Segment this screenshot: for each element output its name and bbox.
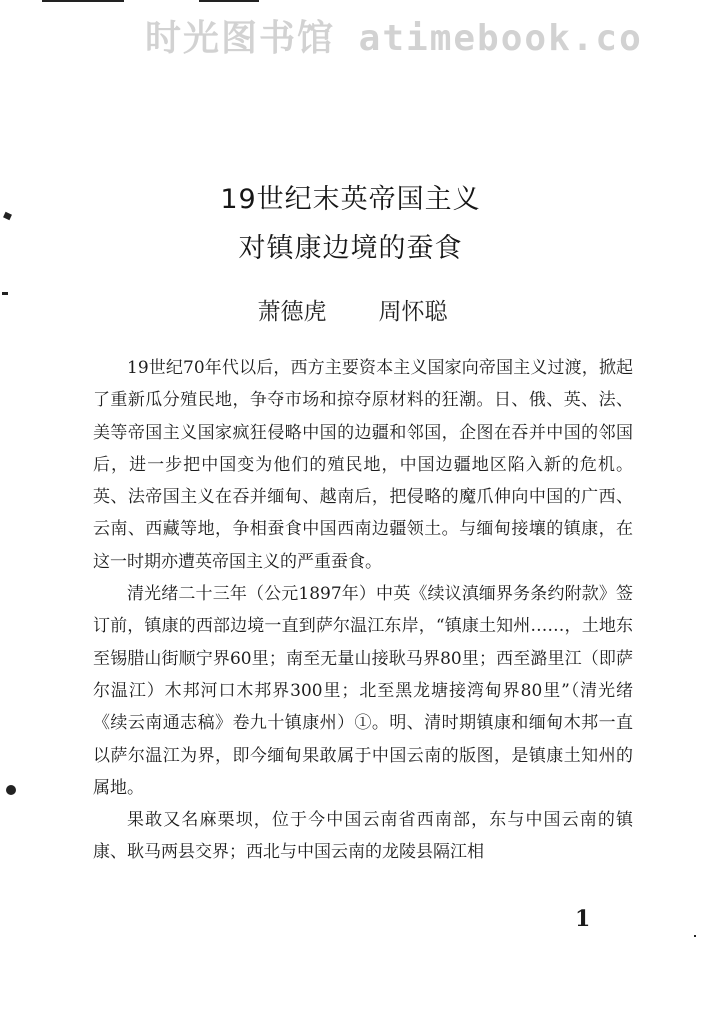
author-2: 周怀聪 — [378, 299, 448, 325]
article-body — [93, 352, 633, 869]
top-rule-left — [42, 0, 124, 2]
scan-speck — [6, 785, 16, 795]
page-number: 1 — [575, 906, 591, 932]
top-rule-right — [199, 0, 259, 2]
title-line-1: 19世纪末英帝国主义 — [220, 184, 481, 215]
title-line-2: 对镇康边境的蚕食 — [238, 233, 463, 264]
scan-speck — [694, 935, 696, 937]
watermark: 时光图书馆 atimebook.co — [145, 18, 643, 59]
paragraph-2: 清光绪二十三年（公元1897年）中英《续议滇缅界务条约附款》签订前，镇康的西部边境一直到萨尔温江东岸，“镇康土知州……，土地东至锡腊山街顺宁界60里；南至无量山接耿马界80里；西至潞里江（即萨尔温江）木邦河口木邦界300里；北至黑龙塘接湾甸界80里”（清光绪《续云南通志稿》卷九十镇康州）①。明、清时期镇康和缅甸木邦一直以萨尔温江为界，即今缅甸果敢属于中国云南的版图，是镇康土知州的属地。 — [93, 584, 633, 798]
authors — [0, 293, 705, 326]
scan-speck — [2, 292, 8, 295]
paragraph-3: 果敢又名麻栗坝，位于今中国云南省西南部，东与中国云南的镇康、耿马两县交界；西北与中国云南的龙陵县隔江相 — [93, 810, 633, 863]
paragraph-1: 19世纪70年代以后，西方主要资本主义国家向帝国主义过渡，掀起了重新瓜分殖民地，争夺市场和掠夺原材料的狂潮。日、俄、英、法、美等帝国主义国家疯狂侵略中国的边疆和邻国，企图在吞并中国的邻国后，进一步把中国变为他们的殖民地，中国边疆地区陷入新的危机。英、法帝国主义在吞并缅甸、越南后，把侵略的魔爪伸向中国的广西、云南、西藏等地，争相蚕食中国西南边疆领土。与缅甸接壤的镇康，在这一时期亦遭英帝国主义的严重蚕食。 — [93, 358, 633, 572]
author-1: 萧德虎 — [257, 299, 327, 325]
